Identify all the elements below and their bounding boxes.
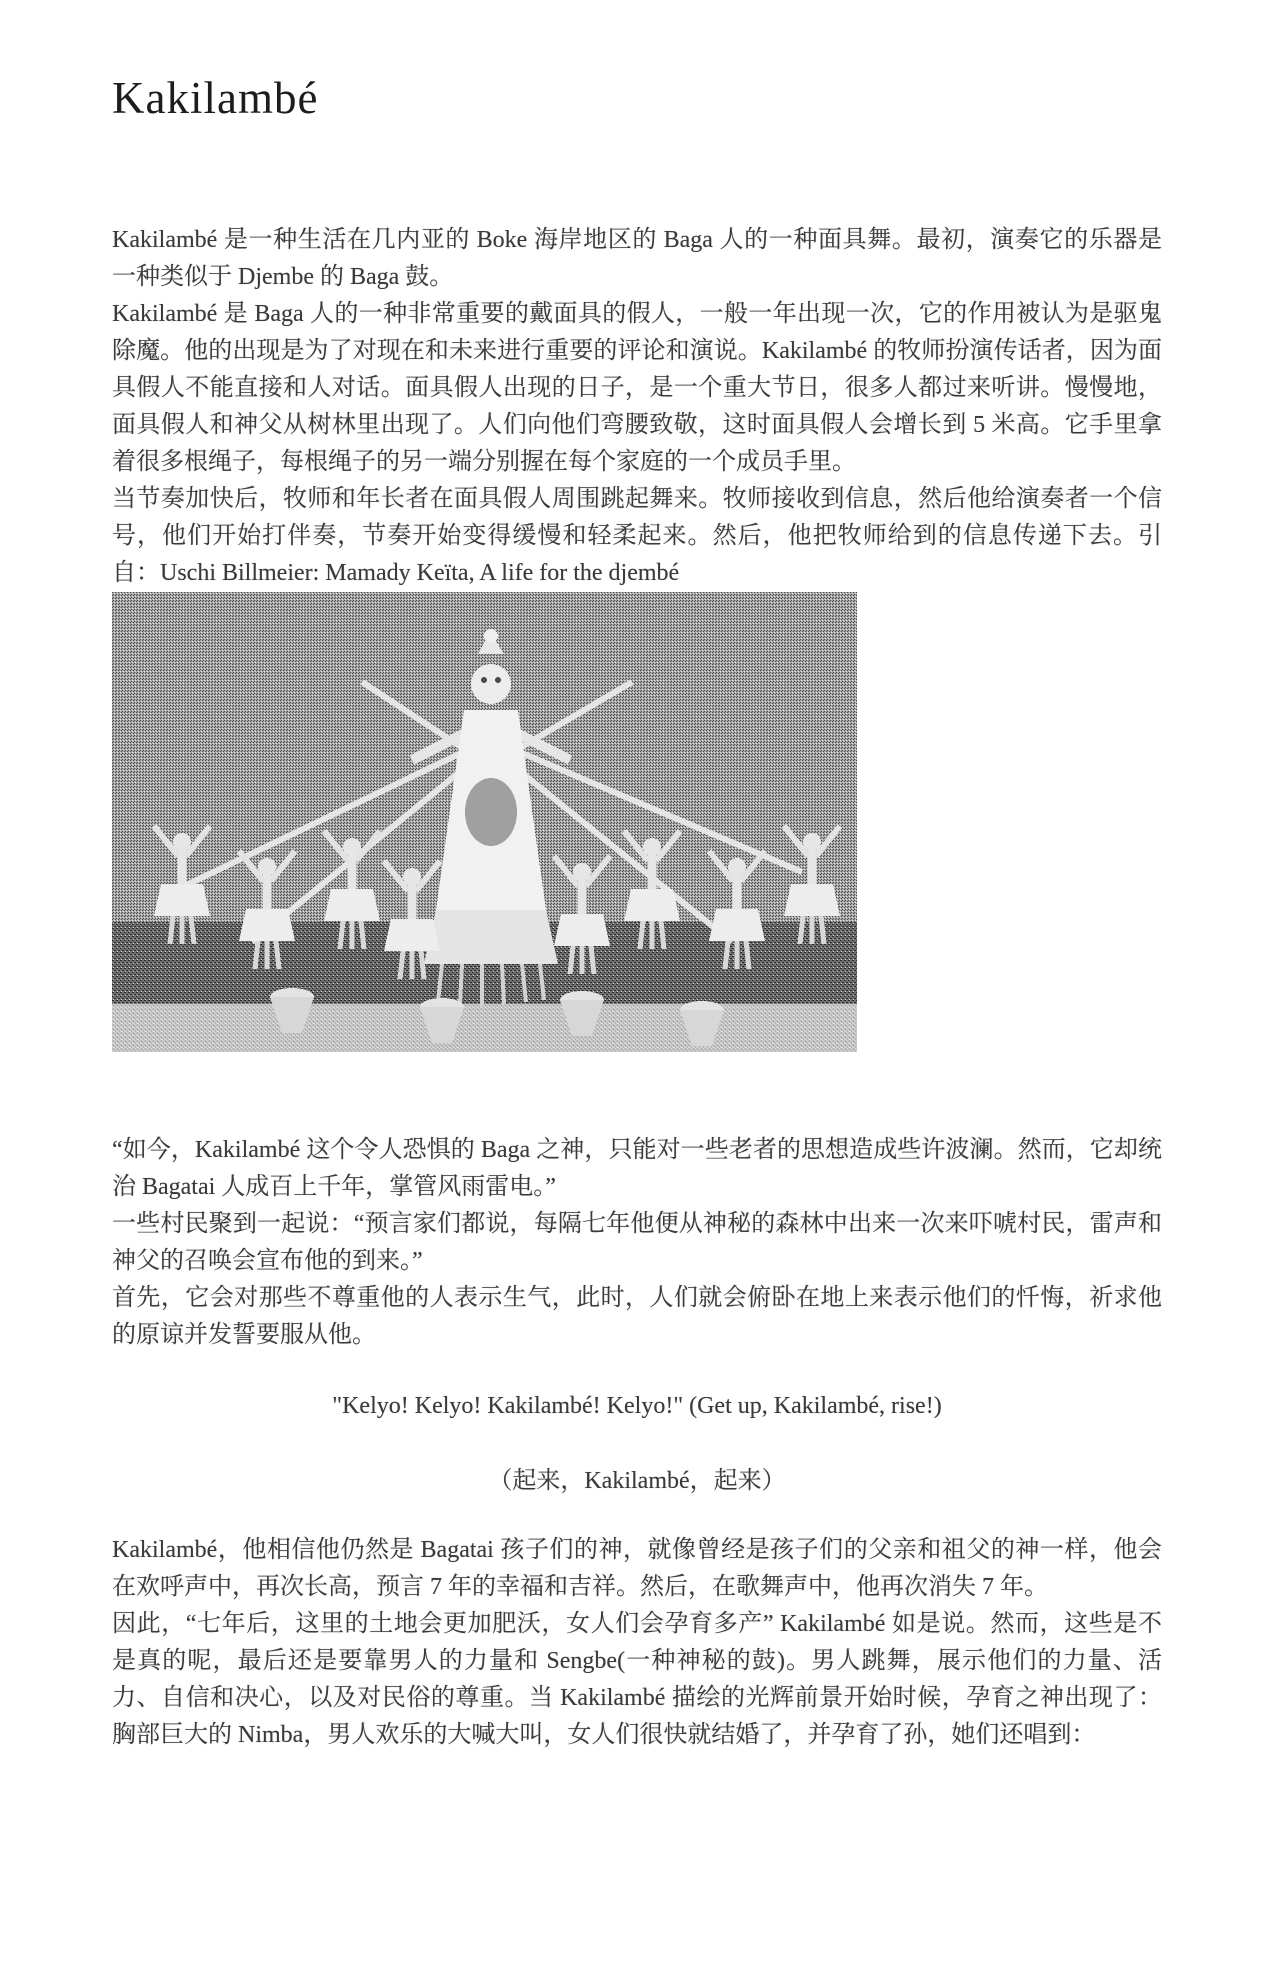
page-title: Kakilambé bbox=[112, 73, 319, 123]
quote-villagers: 一些村民聚到一起说：“预言家们都说，每隔七年他便从神秘的森林中出来一次来吓唬村民，雷声和神父的召唤会宣布他的到来。” bbox=[112, 1211, 1162, 1274]
villager-quotes-block bbox=[112, 1132, 1162, 1354]
photo-stage-strip bbox=[112, 1004, 857, 1052]
halftone-photo-graphic bbox=[112, 592, 857, 1052]
intro-paragraph: Kakilambé 是一种生活在几内亚的 Boke 海岸地区的 Baga 人的一种面具舞。最初，演奏它的乐器是一种类似于 Djembe 的 Baga 鼓。 bbox=[112, 227, 1162, 290]
kakilambe-dance-photo bbox=[112, 592, 857, 1052]
chant-line-english: "Kelyo! Kelyo! Kakilambé! Kelyo!" (Get up, Kakilambé, rise!) bbox=[332, 1393, 942, 1419]
seven-years-paragraph: 因此，“七年后，这里的土地会更加肥沃，女人们会孕育多产” Kakilambé 如是说。然而，这些是不是真的呢，最后还是要靠男人的力量和 Sengbe(一种神秘的鼓)。男人跳舞，展示他们的力量、活力、自信和决心，以及对民俗的尊重。当 Kakilambé 描绘的光辉前景开始时候，孕育之神出现了：胸部巨大的 Nimba，男人欢乐的大喊大叫，女人们很快就结婚了，并孕育了孙，她们还唱到： bbox=[112, 1611, 1162, 1748]
quote-baga-god: “如今，Kakilambé 这个令人恐惧的 Baga 之神，只能对一些老者的思想造成些许波澜。然而，它却统治 Bagatai 人成百上千年，掌管风雨雷电。” bbox=[112, 1137, 1162, 1200]
document-page bbox=[112, 0, 1162, 1754]
mask-figure-paragraph: Kakilambé 是 Baga 人的一种非常重要的戴面具的假人，一般一年出现一次，它的作用被认为是驱鬼除魔。他的出现是为了对现在和未来进行重要的评论和演说。Kakilambé 的牧师扮演传话者，因为面具假人不能直接和人对话。面具假人出现的日子，是一个重大节日，很多人都过来听讲。慢慢地，面具假人和神父从树林里出现了。人们向他们弯腰致敬，这时面具假人会增长到 5 米高。它手里拿着很多根绳子，每根绳子的另一端分别握在每个家庭的一个成员手里。 bbox=[112, 301, 1162, 475]
chant-line-chinese: （起来，Kakilambé，起来） bbox=[488, 1468, 786, 1494]
quote-anger-paragraph: 首先，它会对那些不尊重他的人表示生气，此时，人们就会俯卧在地上来表示他们的忏悔，祈求他的原谅并发誓要服从他。 bbox=[112, 1285, 1162, 1348]
rhythm-citation-paragraph: 当节奏加快后，牧师和年长者在面具假人周围跳起舞来。牧师接收到信息，然后他给演奏者一个信号，他们开始打伴奏，节奏开始变得缓慢和轻柔起来。然后，他把牧师给到的信息传递下去。引自：Uschi Billmeier: Mamady Keïta, A life for the djembé bbox=[112, 486, 1162, 586]
children-god-paragraph: Kakilambé，他相信他仍然是 Bagatai 孩子们的神，就像曾经是孩子们的父亲和祖父的神一样，他会在欢呼声中，再次长高，预言 7 年的幸福和吉祥。然后，在歌舞声中，他再次消失 7 年。 bbox=[112, 1537, 1162, 1600]
closing-block bbox=[112, 1532, 1162, 1754]
